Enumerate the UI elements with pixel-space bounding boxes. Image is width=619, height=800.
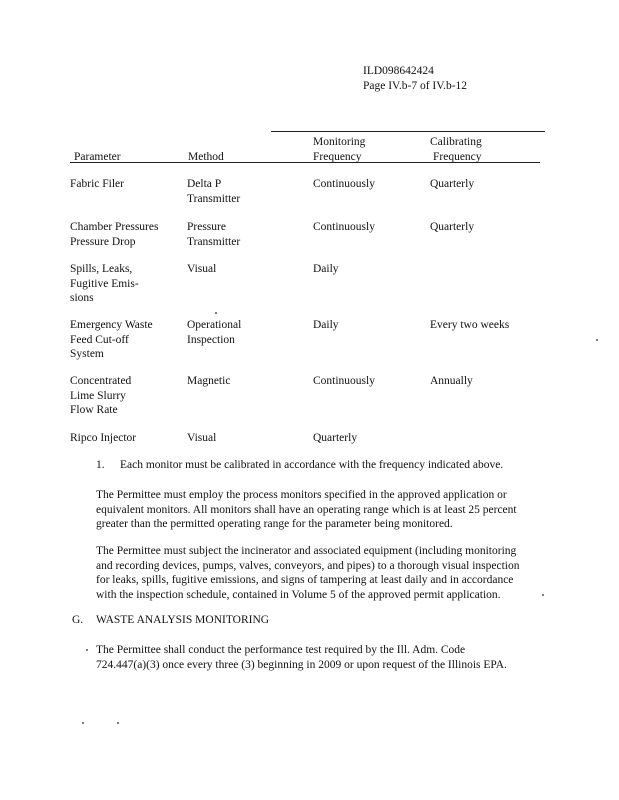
table-header-rule xyxy=(70,162,540,163)
column-header-monitoring-line1: Monitoring xyxy=(313,136,366,148)
table-cell-method xyxy=(187,262,216,277)
table-cell-monitoring xyxy=(313,431,357,446)
scan-speck xyxy=(215,312,217,314)
table-cell-parameter-line: Flow Rate xyxy=(70,404,118,416)
table-cell-calibrating xyxy=(430,177,474,192)
table-top-rule xyxy=(271,131,545,132)
table-cell-method-line: Pressure xyxy=(187,221,226,233)
column-header-monitoring-line2: Frequency xyxy=(313,151,362,163)
page-number: Page IV.b-7 of IV.b-12 xyxy=(363,80,468,92)
paragraph-line: equivalent monitors. All monitors shall have an operating range which is at least 25 percent xyxy=(96,503,517,516)
table-cell-method-line: Magnetic xyxy=(187,375,231,387)
document-header xyxy=(363,64,467,94)
column-header-monitoring xyxy=(313,135,365,165)
table-cell-monitoring-line: Continuously xyxy=(313,178,375,190)
table-cell-monitoring-line: Continuously xyxy=(313,221,375,233)
table-cell-method-line: Visual xyxy=(187,263,217,275)
paragraph-monitors xyxy=(96,488,551,532)
section-heading xyxy=(72,614,269,626)
table-cell-method xyxy=(187,177,240,206)
table-cell-parameter xyxy=(70,177,124,192)
table-cell-monitoring-line: Continuously xyxy=(313,375,375,387)
paragraph-line: The Permittee must employ the process monitors specified in the approved application or xyxy=(96,489,507,501)
section-letter: G. xyxy=(72,614,84,626)
table-cell-parameter-line: Feed Cut-off xyxy=(70,333,129,346)
table-cell-parameter-line: Concentrated xyxy=(70,375,132,387)
table-cell-monitoring xyxy=(313,262,339,277)
table-cell-calibrating-line: Annually xyxy=(430,375,473,387)
table-cell-parameter-line: Chamber Pressures xyxy=(70,221,159,233)
table-cell-calibrating xyxy=(430,220,474,235)
scan-speck xyxy=(82,722,84,724)
column-header-parameter: Parameter xyxy=(74,151,121,163)
table-cell-method-line: Transmitter xyxy=(187,192,241,205)
note-item xyxy=(96,459,503,471)
note-number: 1. xyxy=(96,459,105,471)
table-cell-monitoring xyxy=(313,374,375,389)
document-id: ILD098642424 xyxy=(363,65,434,77)
table-cell-parameter-line: Spills, Leaks, xyxy=(70,263,133,275)
table-cell-monitoring xyxy=(313,220,375,235)
table-cell-monitoring xyxy=(313,318,339,333)
table-cell-method xyxy=(187,374,230,389)
table-cell-method xyxy=(187,318,241,347)
table-cell-calibrating-line: Quarterly xyxy=(430,178,475,190)
section-title: WASTE ANALYSIS MONITORING xyxy=(96,614,270,626)
paragraph-line: for leaks, spills, fugitive emissions, and signs of tampering at least daily and in accordance xyxy=(96,574,514,586)
table-cell-method-line: Inspection xyxy=(187,333,235,346)
table-cell-calibrating xyxy=(430,318,509,333)
scan-speck xyxy=(542,594,544,596)
paragraph-line: The Permittee shall conduct the performance test required by the Ill. Adm. Code xyxy=(96,644,466,656)
paragraph-line: and recording devices, pumps, valves, conveyors, and pipes) to a thorough visual inspection xyxy=(96,559,520,572)
paragraph-line: greater than the permitted operating range for the parameter being monitored. xyxy=(96,518,453,530)
column-header-calibrating xyxy=(430,135,482,165)
column-header-calibrating-line1: Calibrating xyxy=(430,136,482,148)
table-cell-parameter-line: Pressure Drop xyxy=(70,235,136,248)
table-cell-calibrating-line: Every two weeks xyxy=(430,319,510,331)
column-header-calibrating-line2: Frequency xyxy=(433,151,482,163)
scan-speck xyxy=(86,649,88,651)
table-cell-parameter xyxy=(70,431,136,446)
table-cell-method-line: Delta P xyxy=(187,178,222,190)
table-cell-calibrating-line: Quarterly xyxy=(430,221,475,233)
paragraph-line: with the inspection schedule, contained in Volume 5 of the approved permit application. xyxy=(96,588,501,601)
table-cell-method-line: Transmitter xyxy=(187,235,241,248)
table-cell-parameter-line: Ripco Injector xyxy=(70,432,137,444)
table-cell-parameter xyxy=(70,262,139,306)
table-cell-method-line: Operational xyxy=(187,319,242,331)
table-cell-parameter-line: Fabric Filer xyxy=(70,178,124,190)
table-cell-monitoring-line: Daily xyxy=(313,319,339,331)
table-cell-parameter xyxy=(70,220,158,249)
table-cell-parameter xyxy=(70,374,131,418)
table-cell-parameter-line: Emergency Waste xyxy=(70,319,153,331)
table-cell-monitoring-line: Daily xyxy=(313,263,339,275)
scan-speck xyxy=(596,339,598,341)
note-text: Each monitor must be calibrated in accordance with the frequency indicated above. xyxy=(120,459,504,471)
table-cell-parameter-line: Lime Slurry xyxy=(70,389,126,402)
table-cell-parameter-line: Fugitive Emis- xyxy=(70,277,139,290)
table-cell-method xyxy=(187,220,240,249)
table-cell-parameter xyxy=(70,318,153,362)
table-cell-method-line: Visual xyxy=(187,432,217,444)
table-cell-method xyxy=(187,431,216,446)
table-cell-parameter-line: System xyxy=(70,348,104,360)
paragraph-inspection xyxy=(96,544,551,602)
table-cell-parameter-line: sions xyxy=(70,292,94,304)
column-header-method: Method xyxy=(188,151,224,163)
paragraph-waste-analysis xyxy=(96,643,551,672)
table-cell-monitoring-line: Quarterly xyxy=(313,432,358,444)
table-cell-monitoring xyxy=(313,177,375,192)
table-cell-calibrating xyxy=(430,374,473,389)
scan-speck xyxy=(117,722,119,724)
paragraph-line: The Permittee must subject the incinerator and associated equipment (including monitoring xyxy=(96,545,517,557)
paragraph-line: 724.447(a)(3) once every three (3) beginning in 2009 or upon request of the Illinois EPA. xyxy=(96,658,507,671)
